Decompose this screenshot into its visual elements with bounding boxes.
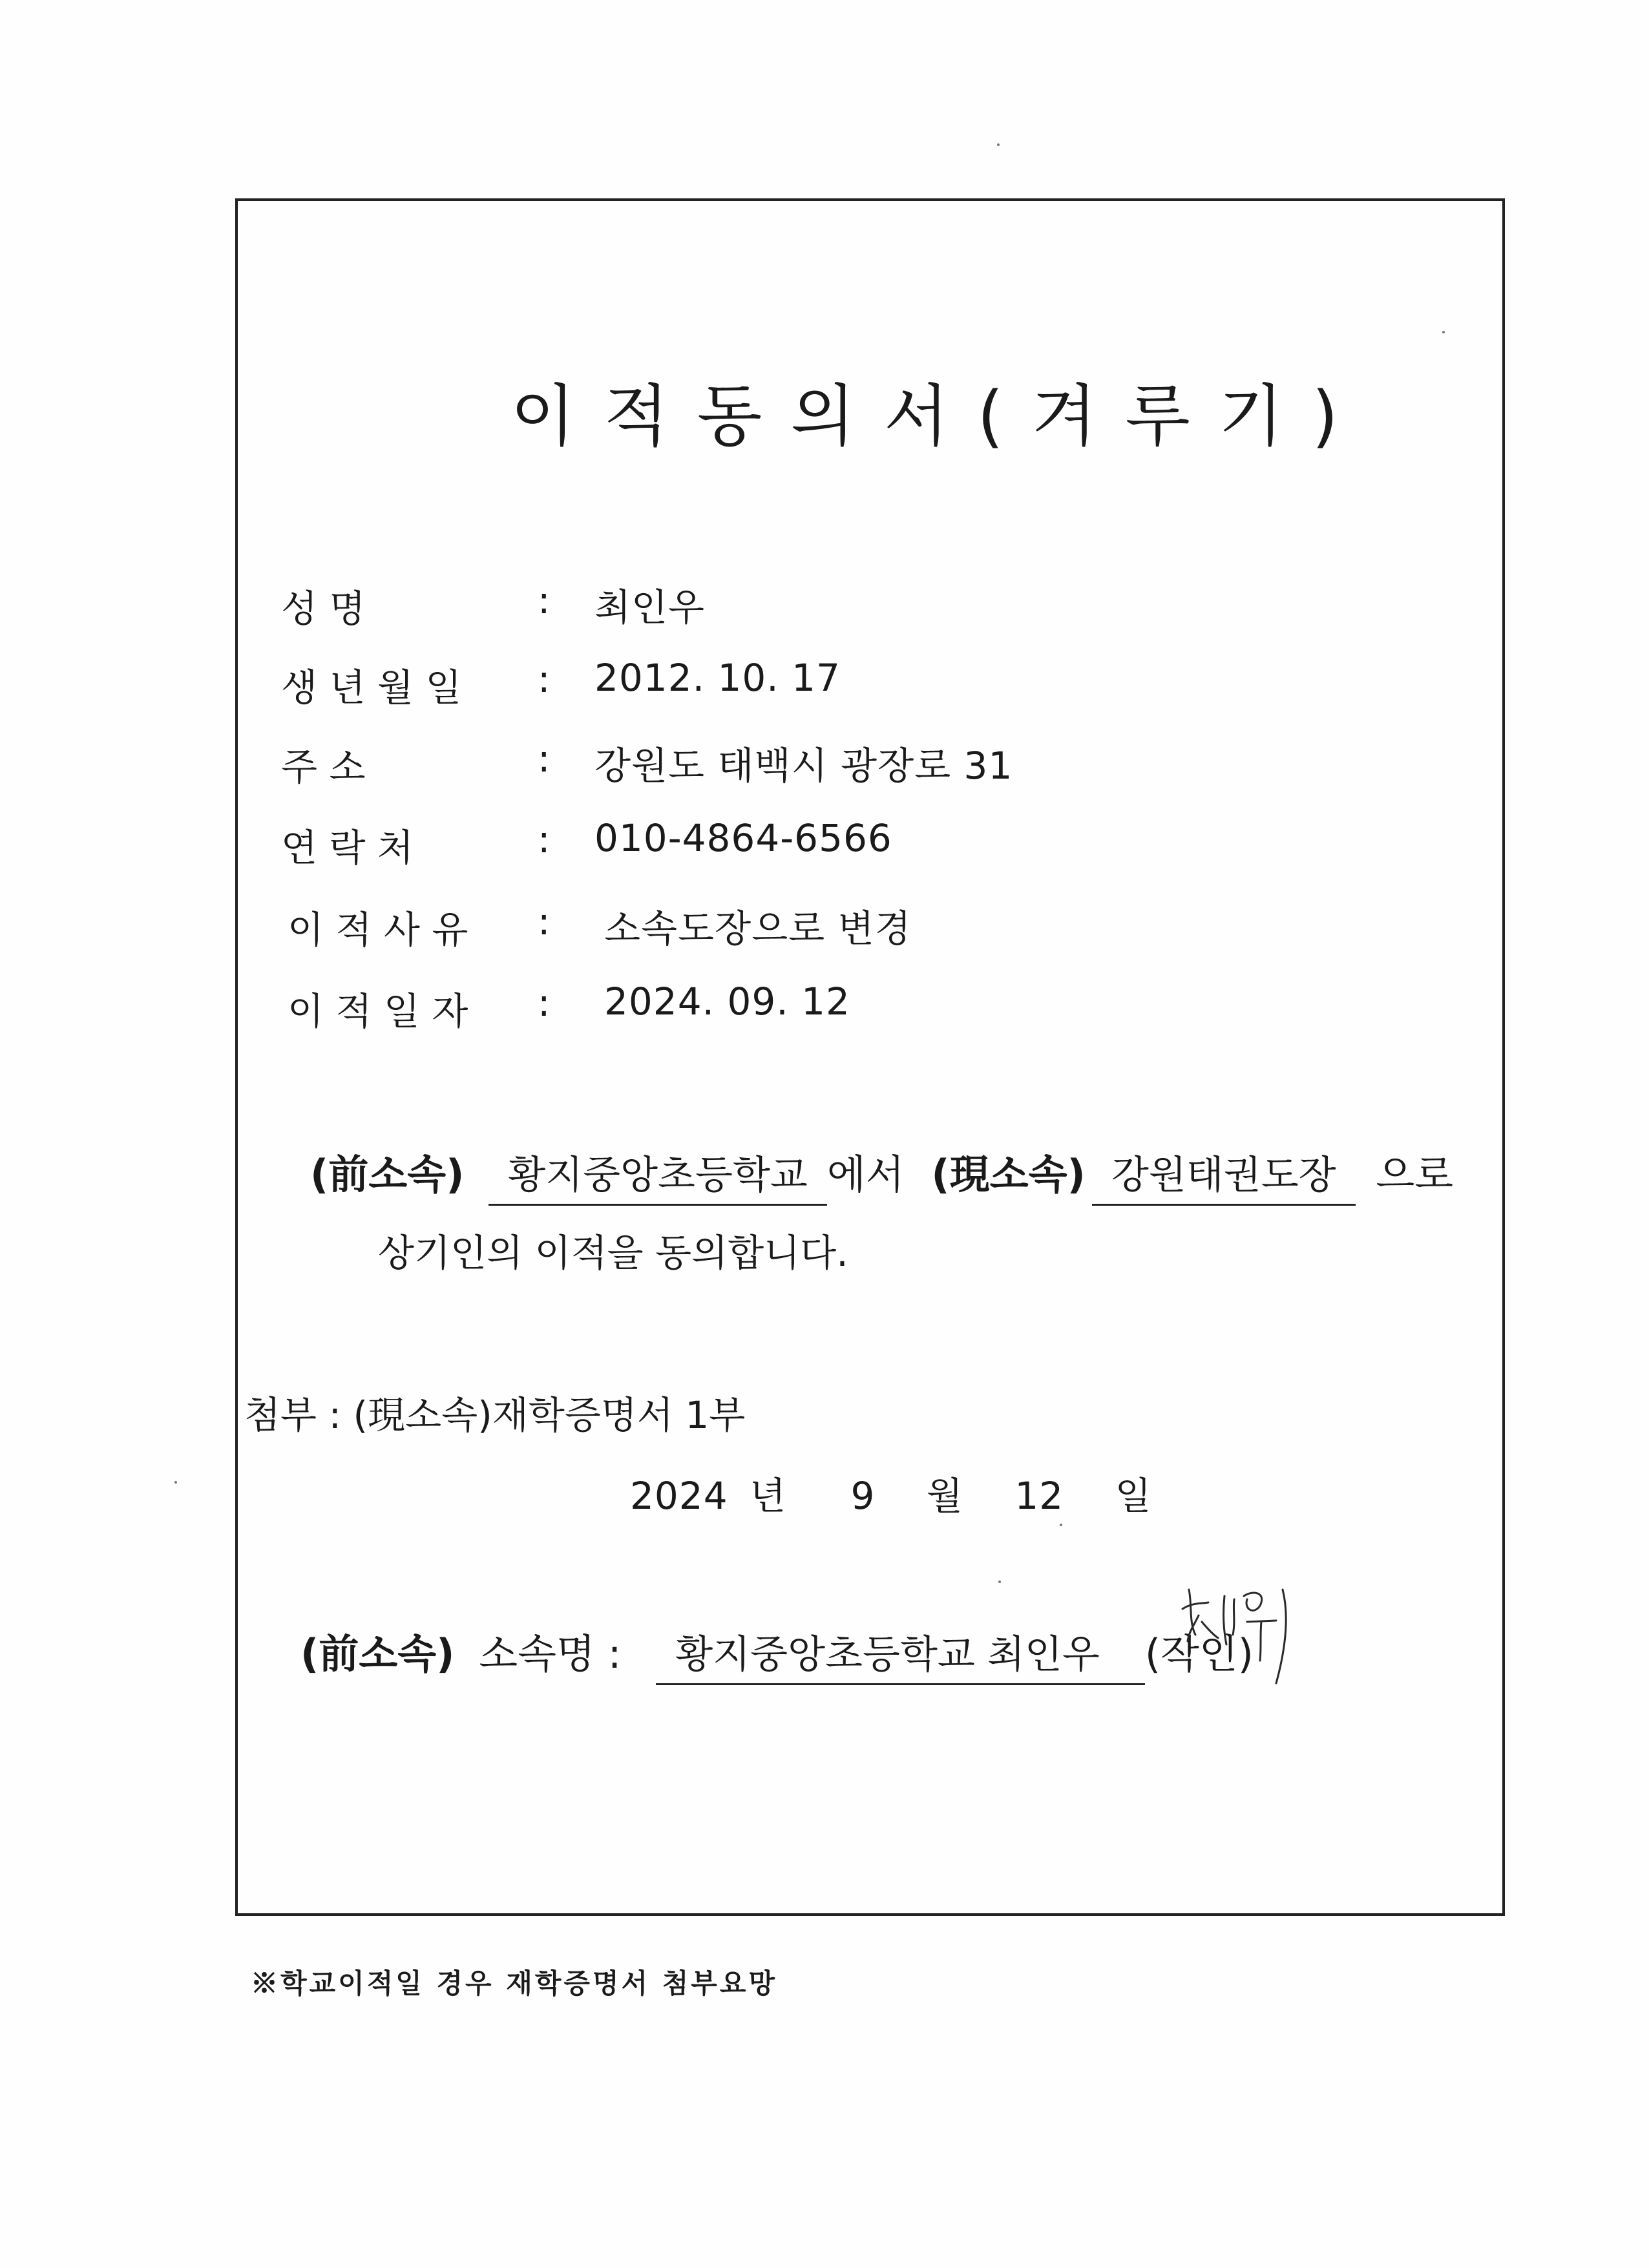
field-value-birthdate: 2012. 10. 17 — [594, 656, 841, 700]
field-label-address: 주 소 — [281, 745, 366, 789]
field-colon: : — [538, 657, 551, 701]
prev-affiliation-label: (前소속) — [310, 1151, 465, 1198]
field-label-name: 성 명 — [281, 587, 366, 631]
scan-speck — [997, 143, 1000, 146]
field-colon: : — [538, 817, 551, 861]
date-day-unit: 일 — [1115, 1474, 1152, 1518]
from-text: 에서 — [826, 1151, 905, 1198]
field-label-reason: 이 적 사 유 — [288, 908, 468, 952]
field-colon: : — [538, 981, 551, 1025]
date-year: 2024 — [630, 1474, 728, 1518]
field-value-contact: 010-4864-6566 — [594, 816, 892, 860]
field-value-name: 최인우 — [594, 585, 706, 629]
signer-line — [300, 1622, 1254, 1685]
field-colon: : — [538, 899, 551, 943]
prev-affiliation-value: 황지중앙초등학교 — [488, 1144, 827, 1206]
curr-affiliation-label: (現소속) — [931, 1151, 1086, 1198]
agreement-text: 상기인의 이적을 동의합니다. — [378, 1231, 848, 1275]
seal-text: (작인) — [1144, 1630, 1254, 1677]
date-line — [630, 1465, 1152, 1520]
to-text: 으로 — [1376, 1151, 1454, 1198]
document-title: 이적동의서(겨루기) — [510, 377, 1367, 456]
scan-speck — [1442, 331, 1445, 333]
date-year-unit: 년 — [750, 1474, 787, 1518]
attachment-text: 첨부 : (現소속)재학증명서 1부 — [244, 1393, 746, 1437]
signer-name-label: 소속명 : — [479, 1630, 622, 1677]
scan-speck — [174, 1481, 177, 1484]
field-label-transfer-date: 이 적 일 자 — [288, 989, 468, 1033]
field-value-address: 강원도 태백시 광장로 31 — [594, 744, 1013, 788]
signer-prev-label: (前소속) — [300, 1630, 455, 1677]
curr-affiliation-value: 강원태권도장 — [1092, 1144, 1356, 1206]
date-day: 12 — [1014, 1474, 1064, 1518]
field-label-birthdate: 생 년 월 일 — [281, 666, 462, 709]
date-month: 9 — [850, 1474, 876, 1518]
footnote: ※학교이적일 경우 재학증명서 첨부요망 — [251, 1968, 778, 1999]
field-value-reason: 소속도장으로 변경 — [604, 907, 912, 950]
field-colon: : — [538, 737, 551, 781]
date-month-unit: 월 — [926, 1474, 963, 1518]
transfer-line — [310, 1142, 1453, 1206]
handwritten-signature — [1163, 1570, 1305, 1686]
scan-speck — [1060, 1524, 1062, 1526]
field-label-contact: 연 락 처 — [281, 826, 414, 870]
field-value-transfer-date: 2024. 09. 12 — [604, 980, 850, 1024]
field-colon: : — [538, 578, 551, 622]
signer-value: 황지중앙초등학교 최인우 — [656, 1624, 1145, 1685]
scan-speck — [998, 1580, 1001, 1583]
